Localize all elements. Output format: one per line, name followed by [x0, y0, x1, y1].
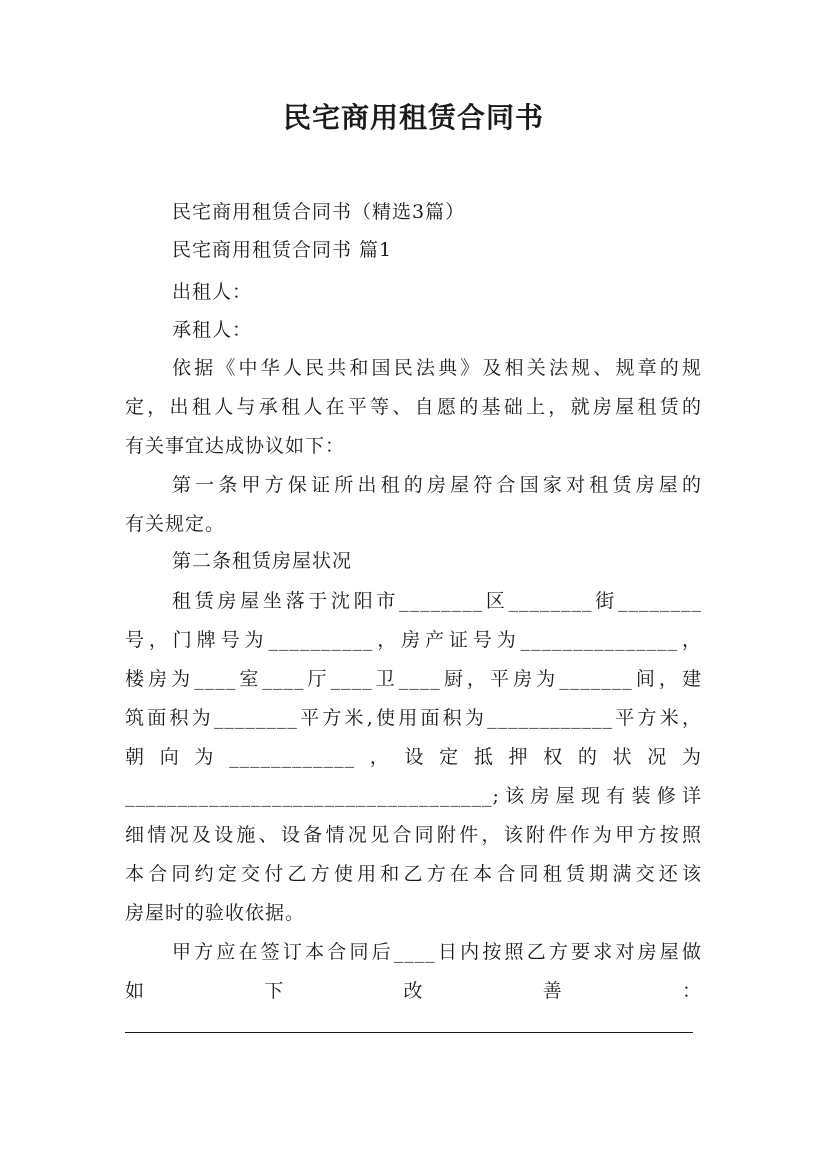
- fill-in-line: 号，门牌号为__________，房产证号为_______________，: [125, 629, 702, 651]
- improvement-line: 甲方应在签订本合同后____日内按照乙方要求对房屋做: [172, 941, 702, 963]
- clause-one-line: 有关规定。: [125, 513, 226, 535]
- paragraph-line: 细情况及设施、设备情况见合同附件，该附件作为甲方按照: [125, 824, 702, 846]
- section-heading: 民宅商用租赁合同书 篇1: [172, 239, 393, 261]
- fill-in-line: ___________________________________;该房屋现有装修详: [125, 785, 702, 807]
- paragraph-line: 房屋时的验收依据。: [125, 902, 306, 924]
- fill-in-line: 楼房为____室____厅____卫____厨，平房为_______间，建: [125, 668, 702, 690]
- paragraph-line: 本合同约定交付乙方使用和乙方在本合同租赁期满交还该: [125, 863, 702, 885]
- document-title: 民宅商用租赁合同书: [282, 101, 544, 134]
- subtitle-line: 民宅商用租赁合同书（精选3篇）: [172, 201, 466, 223]
- clause-one-line: 第一条甲方保证所出租的房屋符合国家对租赁房屋的: [172, 474, 702, 496]
- lessor-label: 出租人：: [172, 281, 253, 303]
- fill-in-line: 租赁房屋坐落于沈阳市________区________街________: [172, 590, 702, 612]
- paragraph-line: 定，出租人与承租人在平等、自愿的基础上，就房屋租赁的: [125, 396, 702, 418]
- paragraph-line: 依据《中华人民共和国民法典》及相关法规、规章的规: [172, 357, 702, 379]
- clause-two-heading: 第二条租赁房屋状况: [172, 550, 353, 572]
- paragraph-line: 有关事宜达成协议如下：: [125, 435, 346, 457]
- fill-in-line: 朝向为____________，设定抵押权的状况为: [125, 746, 702, 768]
- fill-in-line: 筑面积为________平方米,使用面积为____________平方米，: [125, 707, 702, 729]
- blank-fill-rule: [125, 1032, 693, 1033]
- lessee-label: 承租人：: [172, 319, 253, 341]
- improvement-line: 如下改善：: [125, 980, 702, 1002]
